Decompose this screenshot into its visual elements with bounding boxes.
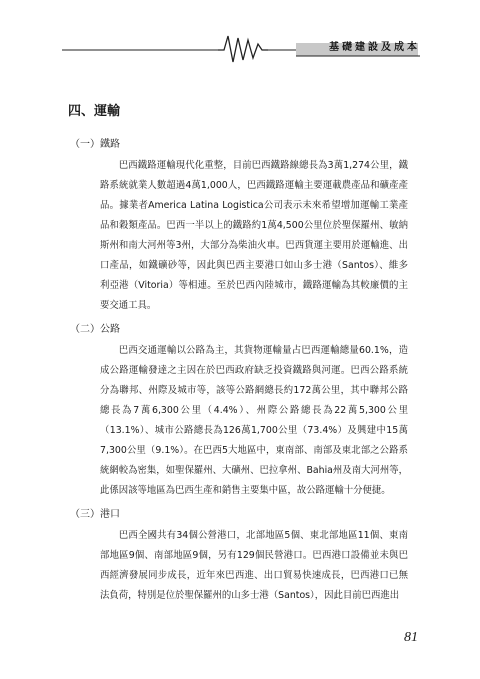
- header-title: 基礎建設及成本: [329, 42, 420, 53]
- subsection-title: （三）港口: [70, 509, 120, 520]
- page-header: [0, 0, 480, 70]
- subsection-title: （一）鐵路: [70, 139, 120, 150]
- page-number: 81: [404, 630, 418, 645]
- header-pulse-line: [0, 0, 480, 70]
- document-body: [68, 100, 408, 610]
- paragraph: 巴西全國共有34個公營港口，北部地區5個、東北部地區11個、東南部地區9個、南部地區9個，另有129個民營港口。巴西港口設備並未與巴西經濟發展同步成長，近年來巴西進、出口貿易快速成長，巴西港口已無法負荷，特別是位於聖保羅州的山多士港（Santos），因此目前巴西進出: [100, 530, 408, 601]
- subsection-ports: [68, 505, 408, 606]
- subsection-highway: [68, 320, 408, 501]
- subsection-title: （二）公路: [70, 324, 120, 335]
- subsection-railway: [68, 135, 408, 316]
- paragraph: 巴西交通運輸以公路為主，其貨物運輸量占巴西運輸總量60.1%，造成公路運輸發達之主因在於巴西政府缺乏投資鐵路與河運。巴西公路系統分為聯邦、州際及城市等，該等公路網總長約172萬公里，其中聯邦公路總長為7萬6,300公里（4.4%）、州際公路總長為22萬5,300公里（13.1%）、城市公路總長為126萬1,700公里（73.4%）及興建中15萬7,300公里（9.1%）。在巴西5大地區中，東南部、南部及東北部之公路系統網較為密集，如聖保羅州、大礦州、巴拉拿州、Bahia州及南大河州等，此係因該等地區為巴西生產和銷售主要集中區，故公路運輸十分便捷。: [100, 345, 408, 496]
- section-title: 四、運輸: [68, 104, 121, 119]
- paragraph: 巴西鐵路運輸現代化重整，目前巴西鐵路線總長為3萬1,274公里，鐵路系統就業人數超過4萬1,000人，巴西鐵路運輸主要運載農產品和礦產產品。據業者America Latina Logistica公司表示未來希望增加運輸工業產品和穀類產品。巴西一半以上的鐵路約1萬4,500公里位於聖保羅州、敏納斯州和南大河州等3州，大部分為柴油火車。巴西貨運主要用於運輸進、出口產品，如鐵礦砂等，因此與巴西主要港口如山多士港（Santos）、維多利亞港（Vitoria）等相連。至於巴西內陸城市，鐵路運輸為其較廉價的主要交通工具。: [100, 160, 408, 311]
